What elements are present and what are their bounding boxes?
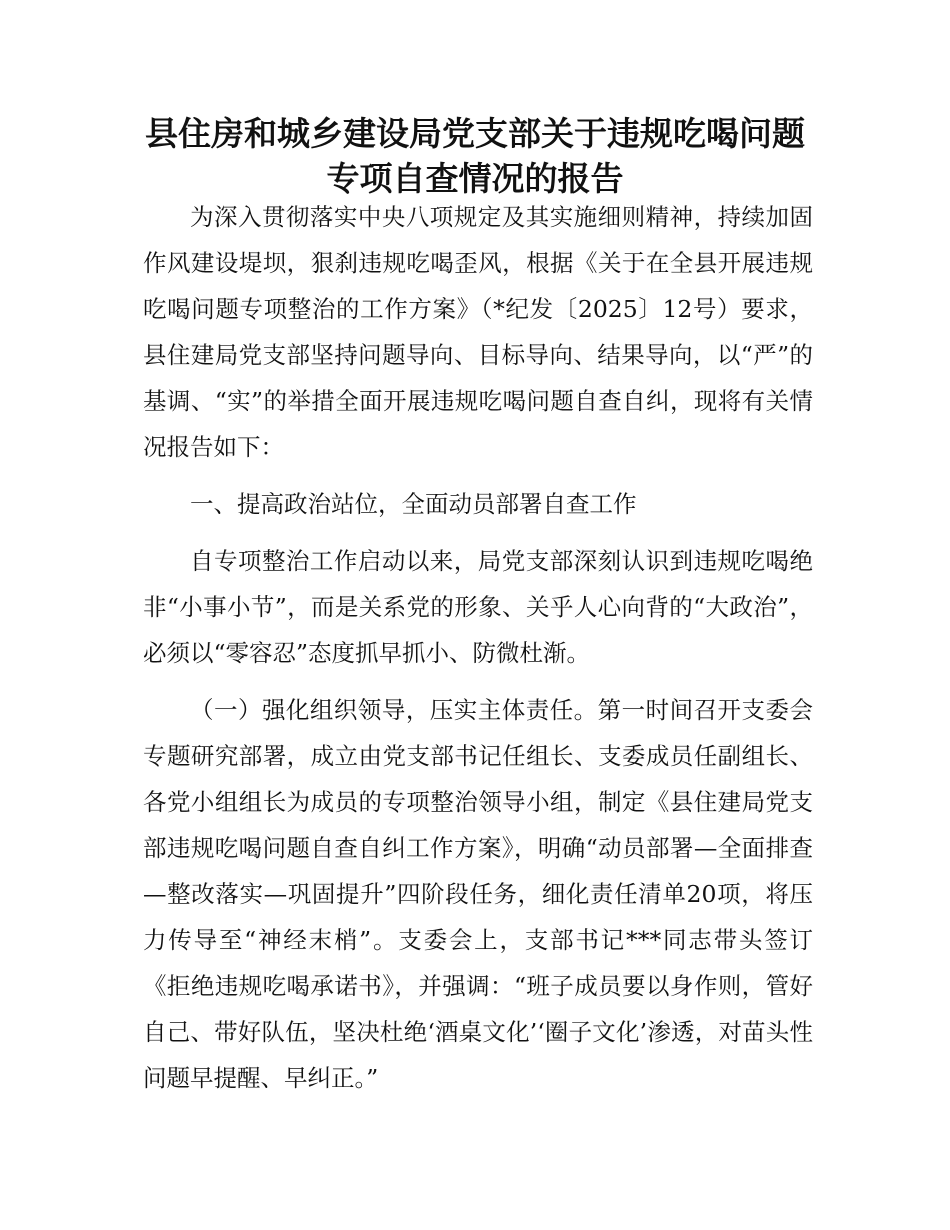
body-paragraph: （一）强化组织领导，压实主体责任。第一时间召开支委会专题研究部署，成立由党支部书记任组长、支委成员任副组长、各党小组组长为成员的专项整治领导小组，制定《县住建局党支部违规吃喝问题自查自纠工作方案》，明确“动员部署—全面排查—整改落实—巩固提升”四阶段任务，细化责任清单20项，将压力传导至“神经末梢”。支委会上，支部书记***同志带头签订《拒绝违规吃喝承诺书》，并强调：“班子成员要以身作则，管好自己、带好队伍，坚决杜绝‘酒桌文化’‘圈子文化’渗透，对苗头性问题早提醒、早纠正。” bbox=[143, 696, 813, 1092]
body-paragraph: 自专项整治工作启动以来，局党支部深刻认识到违规吃喝绝非“小事小节”，而是关系党的形象、关乎人心向背的“大政治”，必须以“零容忍”态度抓早抓小、防微杜渐。 bbox=[143, 547, 813, 667]
document-body bbox=[143, 194, 813, 1101]
document-title-line-1: 县住房和城乡建设局党支部关于违规吃喝问题 bbox=[145, 114, 805, 153]
section-heading: 一、提高政治站位，全面动员部署自查工作 bbox=[190, 490, 637, 518]
intro-paragraph: 为深入贯彻落实中央八项规定及其实施细则精神，持续加固作风建设堤坝，狠刹违规吃喝歪风，根据《关于在全县开展违规吃喝问题专项整治的工作方案》（*纪发〔2025〕12号）要求，县住建局党支部坚持问题导向、目标导向、结果导向，以“严”的基调、“实”的举措全面开展违规吃喝问题自查自纠，现将有关情况报告如下： bbox=[143, 203, 813, 461]
document-title-line-2: 专项自查情况的报告 bbox=[326, 159, 624, 198]
